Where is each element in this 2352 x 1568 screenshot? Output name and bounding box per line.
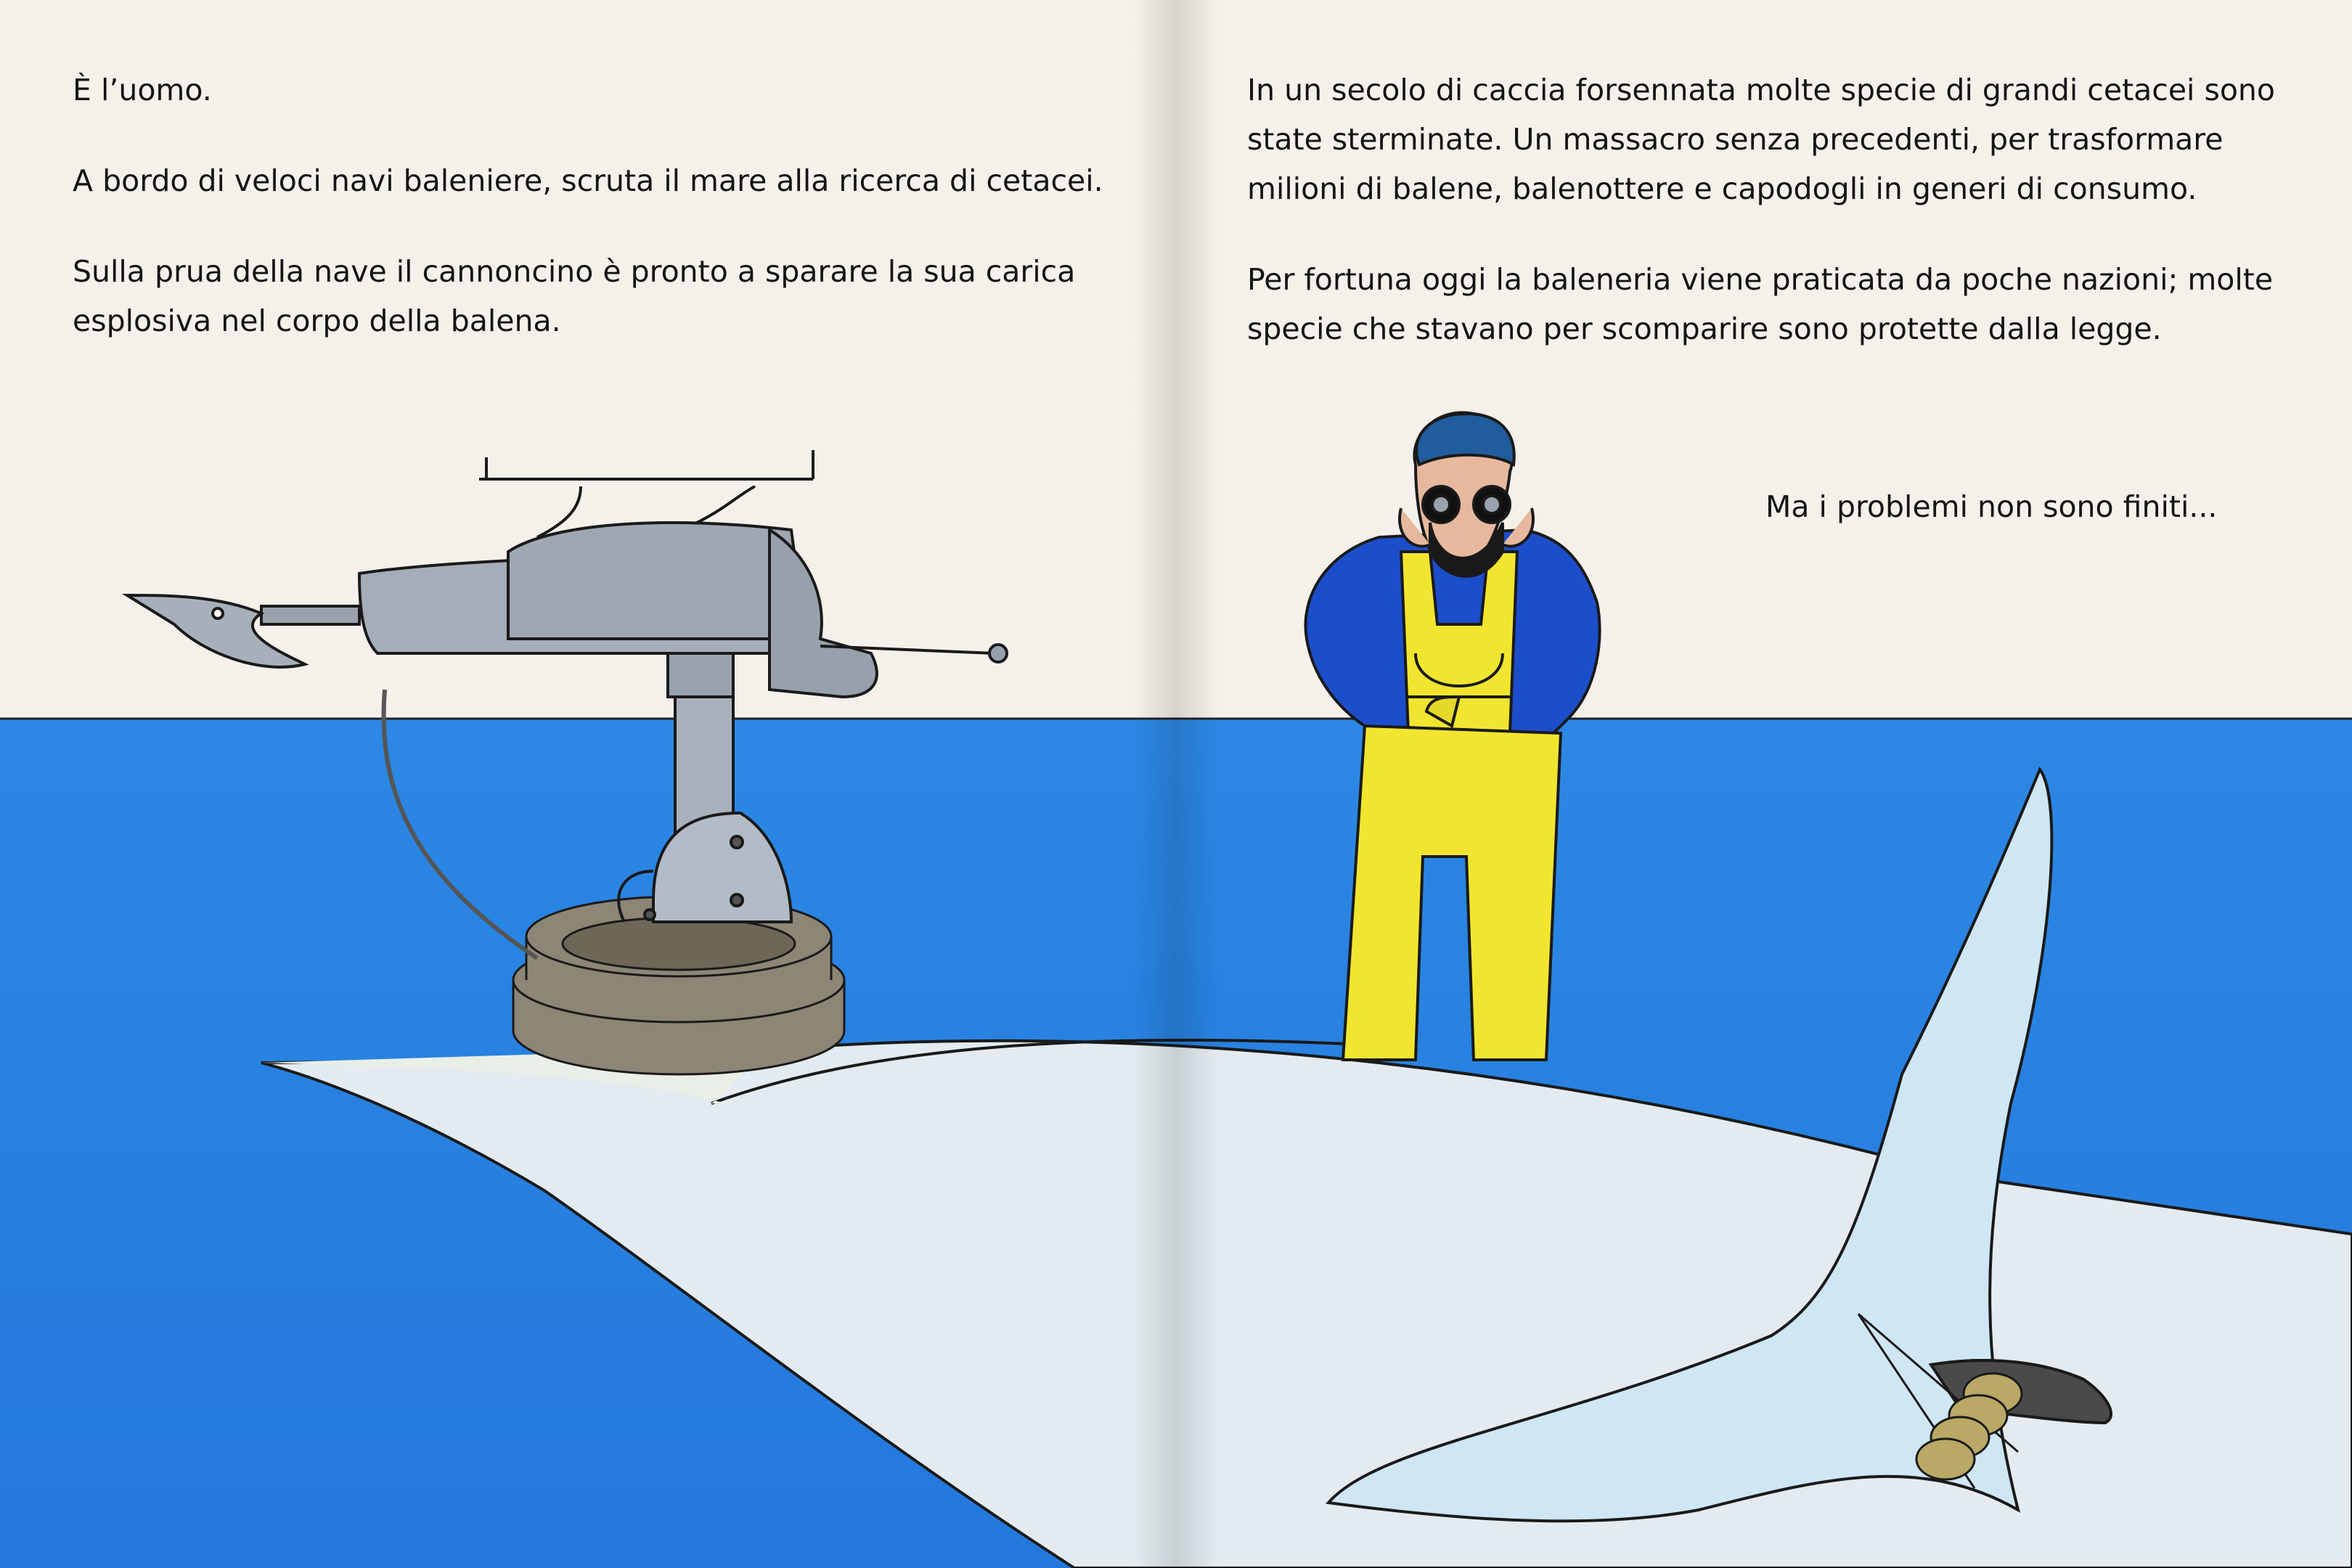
left-page-text (73, 65, 1161, 387)
right-paragraph-2: Per fortuna oggi la baleneria viene praticata da poche nazioni; molte specie che stavano per scomparire sono protette dalla legge. (1247, 262, 2274, 346)
right-page-text (1247, 65, 2322, 395)
left-paragraph-3: Sulla prua della nave il cannoncino è pronto a sparare la sua carica esplosiva nel corpo della balena. (73, 254, 1076, 338)
right-page-closing-line: Ma i problemi non sono finiti... (1765, 489, 2218, 524)
left-paragraph-2: A bordo di veloci navi baleniere, scruta il mare alla ricerca di cetacei. (73, 163, 1103, 198)
right-paragraph-1: In un secolo di caccia forsennata molte specie di grandi cetacei sono state sterminate. Un massacro senza precedenti, per trasformare milioni di balene, balenottere e capodogli in generi di consumo. (1247, 73, 2275, 206)
left-paragraph-1: È l’uomo. (73, 73, 212, 107)
